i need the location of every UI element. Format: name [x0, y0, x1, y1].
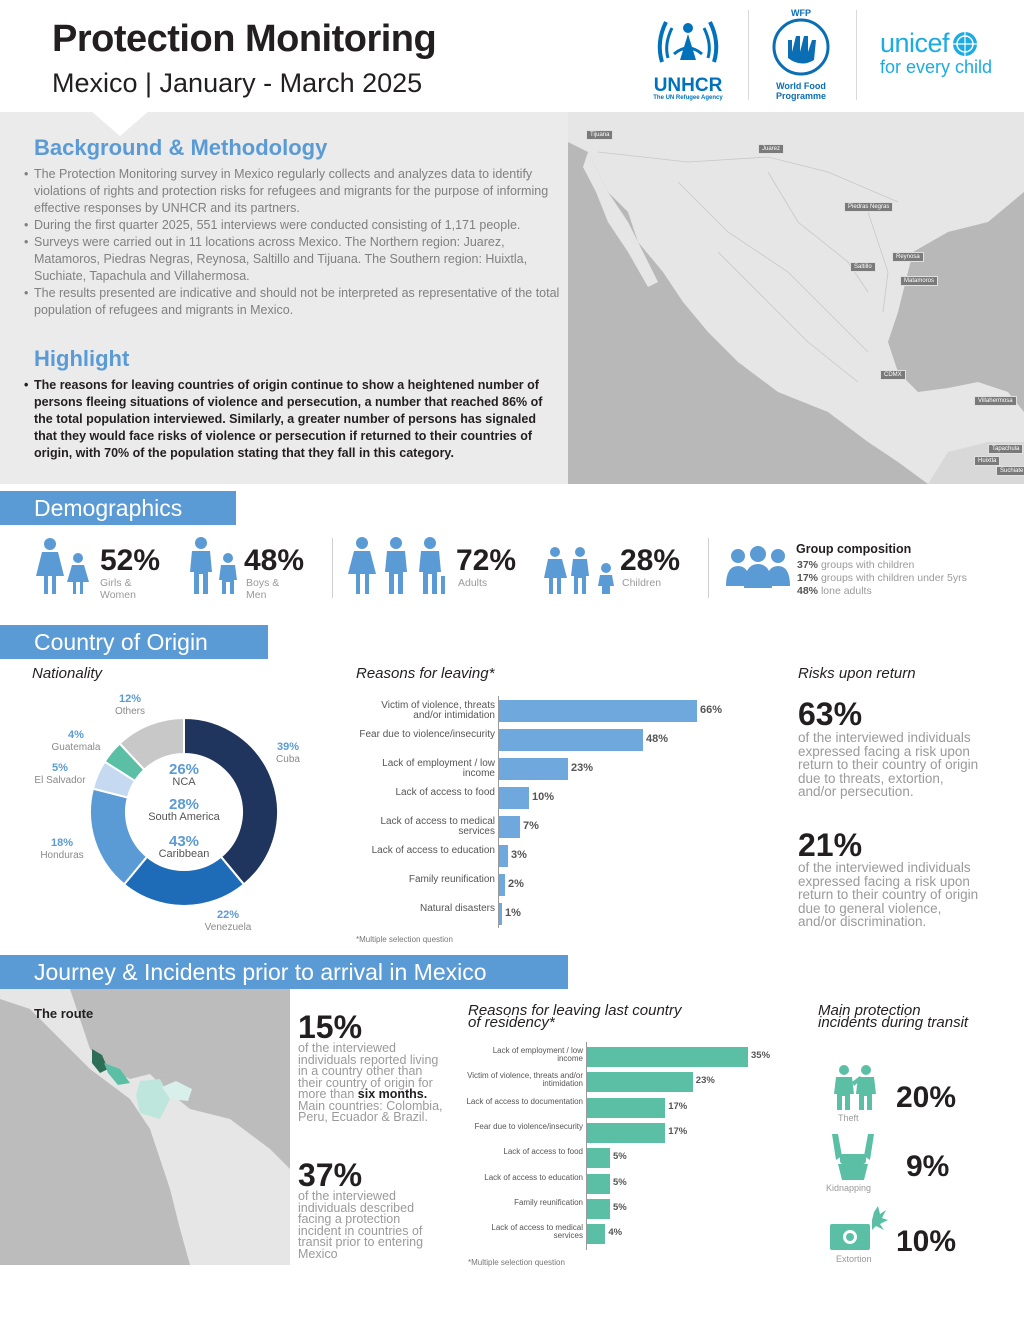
bar-value-label: 10% — [532, 791, 555, 803]
demo-divider — [708, 538, 709, 598]
bar-value-label: 5% — [613, 1176, 627, 1188]
bar-value-label: 35% — [751, 1050, 771, 1061]
page-subtitle: Mexico | January - March 2025 — [52, 68, 423, 98]
risks-title: Risks upon return — [798, 665, 916, 682]
background-heading: Background & Methodology — [34, 135, 328, 160]
unicef-name: unicef — [880, 28, 950, 58]
group-line-pct: 17% — [797, 572, 819, 584]
adults-icon — [348, 536, 450, 596]
bar-category-label: Lack of employment / low income — [492, 1046, 583, 1063]
women-girls-icon — [34, 536, 94, 596]
bar — [587, 1123, 665, 1143]
last-country-axis-line — [586, 1042, 587, 1250]
bar-category-label: Fear due to violence/insecurity — [359, 729, 495, 740]
bar — [499, 729, 643, 751]
demo-stat-label: Adults — [458, 577, 488, 589]
reasons-axis-line — [498, 696, 499, 928]
map-label-matamoros: Matamoros — [900, 276, 938, 286]
demo-stat-label: Boys & — [246, 577, 280, 589]
bar-category-label: Lack of access to education — [484, 1172, 583, 1182]
logo-divider — [748, 10, 749, 100]
incident-label: Extortion — [836, 1254, 872, 1264]
bar — [499, 816, 520, 838]
bar — [587, 1047, 748, 1067]
risk-stat-value: 21% — [798, 827, 863, 863]
bar-category-label: Natural disasters — [419, 903, 495, 914]
mexico-map-shape — [568, 112, 1024, 484]
route-map-shape — [0, 989, 290, 1265]
origin-heading: Country of Origin — [0, 625, 268, 659]
bar-value-label: 23% — [571, 762, 594, 774]
demo-stat-value: 52% — [100, 544, 161, 577]
group-line-text: groups with children under 5yrs — [820, 572, 967, 584]
bar-category-label: Lack of access to education — [371, 845, 495, 856]
map-label-tijuana: Tijuana — [586, 130, 613, 140]
locations-map — [568, 112, 1024, 484]
demographics-heading: Demographics — [0, 491, 236, 525]
background-bullet: • During the first quarter 2025, 551 interviews were conducted consisting of 1,171 people. — [24, 217, 568, 234]
group-line-text: lone adults — [820, 585, 872, 597]
bar-category-label: Lack of access to food — [503, 1147, 583, 1157]
demo-divider — [332, 538, 333, 598]
bar-value-label: 17% — [668, 1125, 688, 1137]
bar-category-label: Lack of access to food — [395, 787, 495, 798]
map-label-huixtla: Huixtla — [974, 456, 1000, 466]
bar-category-label: Family reunification — [514, 1197, 583, 1207]
header-pointer — [90, 110, 150, 136]
bar — [587, 1148, 610, 1168]
group-line-pct: 37% — [797, 559, 819, 571]
route-map — [0, 989, 290, 1265]
donut-label-honduras: 18% Honduras — [40, 837, 84, 861]
unhcr-logo — [640, 12, 736, 101]
map-label-piedras-negras: Piedras Negras — [844, 202, 893, 212]
map-label-juarez: Juarez — [758, 144, 784, 154]
incidents-title: Main protection incidents during transit — [818, 1002, 969, 1031]
map-label-cdmx: CDMX — [880, 370, 906, 380]
highlight-heading: Highlight — [34, 346, 130, 371]
last-country-reasons-title: Reasons for leaving last country of residency* — [468, 1002, 682, 1031]
bar-category-label: Fear due to violence/insecurity — [474, 1121, 583, 1131]
wfp-emblem-icon — [770, 18, 832, 76]
journey-stat-text: of the interviewed individuals described facing a protection incident in countries of transit prior to entering Mexico — [298, 1189, 424, 1261]
nationality-title: Nationality — [32, 665, 103, 682]
incident-label: Theft — [838, 1113, 859, 1123]
group-line — [797, 559, 914, 571]
bar-value-label: 5% — [613, 1201, 627, 1213]
unhcr-tagline: The UN Refugee Agency — [653, 95, 723, 101]
incident-label: Kidnapping — [826, 1183, 872, 1193]
page-title: Protection Monitoring — [52, 18, 437, 60]
demo-stat-value: 48% — [244, 544, 305, 577]
risk-stat-value: 63% — [798, 696, 863, 732]
incident-value: 10% — [896, 1225, 957, 1258]
group-line — [797, 585, 872, 597]
map-label-suchiate: Suchiate — [996, 466, 1024, 476]
wfp-name-2: Programme — [775, 91, 827, 101]
highlight-list — [24, 377, 562, 462]
donut-label-venezuela: 22% Venezuela — [204, 909, 252, 933]
demo-stat-label: Children — [622, 577, 662, 589]
bar — [587, 1174, 610, 1194]
donut-label-el-salvador: 5% El Salvador — [34, 762, 86, 786]
journey-stat-value: 15% — [298, 1009, 363, 1045]
demo-stat-value: 72% — [456, 544, 517, 577]
bar-value-label: 7% — [523, 820, 539, 832]
background-bullet: • Surveys were carried out in 11 locations across Mexico. The Northern region: Juarez, Matamoros, Piedras Negras, Reynosa, Saltillo and Tijuana. The Southern region: Huixtla, Suchiate, Tapachula and Villahermosa. — [24, 234, 568, 285]
bar-value-label: 23% — [695, 1075, 715, 1087]
incident-value: 9% — [906, 1150, 950, 1183]
group-line-text: groups with children — [820, 559, 915, 571]
donut-label-guatemala: 4% Guatemala — [51, 729, 101, 753]
map-label-tapachula: Tapachula — [988, 444, 1023, 454]
bar-category-label: Lack of access to medical services — [491, 1223, 583, 1241]
wfp-abbr: WFP — [791, 8, 811, 18]
bar-category-label: Lack of access to medical services — [380, 816, 495, 837]
donut-center-nca: 26% NCA — [168, 761, 200, 788]
multiple-selection-note: *Multiple selection question — [356, 935, 453, 944]
bar — [499, 903, 502, 925]
map-label-saltillo: Saltillo — [850, 262, 876, 272]
demo-stat-label: Women — [100, 589, 136, 601]
background-list — [24, 166, 568, 319]
bar — [587, 1224, 605, 1244]
bar — [587, 1098, 665, 1118]
highlight-bullet: • The reasons for leaving countries of origin continue to show a heightened number of persons fleeing situations of violence and persecution, a number that reached 86% of the total population interviewed. Similarly, a greater number of persons has signaled that they would face risks of violence or persecution if returned to their countries of origin, with 70% of the population stating that they fall in this category. — [24, 377, 562, 462]
group-line — [797, 572, 967, 584]
bar-category-label: Victim of violence, threats and/or intimidation — [467, 1071, 583, 1089]
bar-category-label: Family reunification — [408, 874, 495, 885]
bar-value-label: 66% — [700, 704, 723, 716]
donut-label-others: 12% Others — [114, 693, 145, 717]
unhcr-name: UNHCR — [653, 75, 723, 96]
bar — [499, 845, 508, 867]
logo-divider — [856, 10, 857, 100]
kidnapping-icon — [828, 1134, 878, 1180]
donut-label-cuba: 39% Cuba — [276, 741, 300, 765]
bar-value-label: 5% — [613, 1151, 627, 1163]
bar — [499, 700, 697, 722]
background-bullet: • The Protection Monitoring survey in Mexico regularly collects and analyzes data to identify violations of rights and protection risks for refugees and migrants for the purpose of informing effective responses by UNHCR and its partners. — [24, 166, 568, 217]
bar-value-label: 3% — [511, 849, 527, 861]
bar-value-label: 48% — [646, 733, 669, 745]
bar — [499, 874, 505, 896]
demo-stat-label: Men — [246, 589, 267, 601]
unicef-tagline: for every child — [880, 57, 993, 77]
bar-value-label: 2% — [508, 878, 524, 890]
bar — [587, 1199, 610, 1219]
risk-stat-text: of the interviewed individuals expressed facing a risk upon return to their country of origin due to general violence, and/or discrimination. — [798, 860, 979, 929]
journey-stat-value: 37% — [298, 1157, 363, 1193]
journey-heading: Journey & Incidents prior to arrival in Mexico — [0, 955, 568, 989]
donut-center-south-america: 28% South America — [148, 796, 220, 823]
group-line-pct: 48% — [797, 585, 819, 597]
wfp-logo — [760, 8, 842, 101]
reasons-title: Reasons for leaving* — [356, 665, 495, 682]
bar-category-label: Lack of access to documentation — [466, 1096, 583, 1106]
bar — [587, 1072, 693, 1092]
bar-category-label: Victim of violence, threats and/or intimidation — [381, 700, 495, 721]
bar-value-label: 1% — [505, 907, 521, 919]
incident-value: 20% — [896, 1081, 957, 1114]
risk-stat-text: of the interviewed individuals expressed facing a risk upon return to their country of origin due to threats, extortion, and/or persecution. — [798, 730, 979, 799]
map-label-villahermosa: Villahermosa — [974, 396, 1017, 406]
unicef-logo — [880, 28, 1000, 78]
group-icon — [726, 546, 790, 588]
children-icon — [544, 546, 618, 596]
bar — [499, 758, 568, 780]
bar-category-label: Lack of employment / low income — [382, 758, 495, 779]
men-boys-icon — [186, 536, 242, 596]
multiple-selection-note: *Multiple selection question — [468, 1258, 565, 1267]
unhcr-emblem-icon — [652, 12, 724, 72]
donut-center-caribbean: 43% Caribbean — [158, 833, 210, 860]
wfp-name-1: World Food — [776, 81, 826, 91]
demo-stat-label: Girls & — [100, 577, 132, 589]
journey-stat-text: of the interviewed individuals reported living in a country other than their country of origin for more than six months. Main countries: Colombia, Peru, Ecuador & Brazil. — [298, 1041, 443, 1124]
background-bullet: • The results presented are indicative and should not be interpreted as representative of the total population of refugees and migrants in Mexico. — [24, 285, 568, 319]
route-title: The route — [34, 1006, 94, 1021]
theft-icon — [832, 1064, 878, 1112]
bar — [499, 787, 529, 809]
group-composition-title: Group composition — [796, 542, 912, 556]
map-label-reynosa: Reynosa — [892, 252, 924, 262]
extortion-icon — [830, 1206, 888, 1252]
bar-value-label: 4% — [608, 1227, 623, 1239]
unicef-globe-icon — [951, 30, 979, 58]
demo-stat-value: 28% — [620, 544, 681, 577]
bar-value-label: 17% — [668, 1100, 688, 1112]
